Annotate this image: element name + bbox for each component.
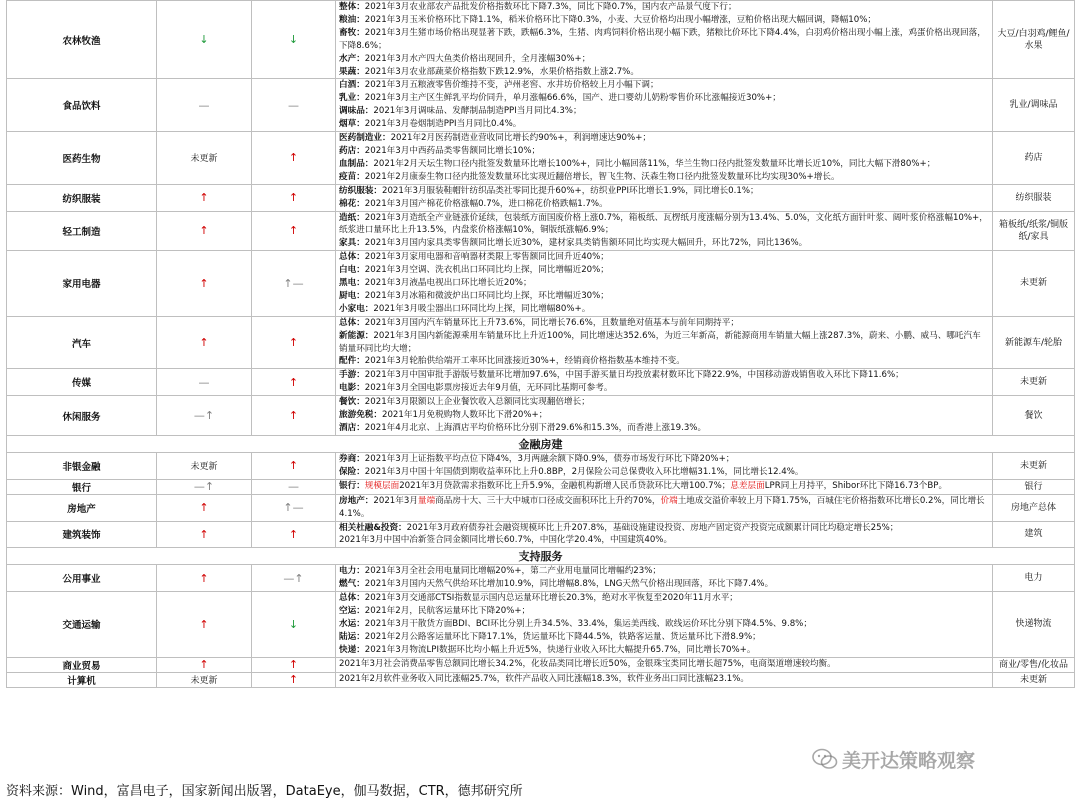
detail-text: 2021年2月公路客运量环比下降17.1%，货运量环比下降44.5%，铁路客运量、货运量环比下滑8.9%； — [364, 631, 761, 642]
detail-line — [339, 355, 989, 368]
detail-text: 2021年3月玉米价格环比下降1.1%，稻米价格环比下降0.3%，小麦、大豆价格均出现小幅增涨，豆粕价格出现大幅回调，降幅10%； — [364, 14, 876, 25]
detail-tag: 水运： — [339, 618, 365, 629]
detail-cell — [336, 251, 993, 317]
sector-row-yinhang — [7, 479, 1075, 494]
focus-target: 未更新 — [993, 369, 1075, 396]
detail-text: 2021年3月液晶电视出口环比增长近20%； — [364, 278, 532, 289]
sector-row-shangye — [7, 657, 1075, 672]
trend-indicator-1 — [157, 79, 252, 132]
detail-line — [339, 644, 989, 657]
sector-name: 商业贸易 — [7, 657, 157, 672]
detail-cell — [336, 521, 993, 548]
detail-line — [339, 480, 989, 493]
detail-tag: 保险： — [339, 466, 365, 477]
section-header-row — [7, 435, 1075, 452]
trend-arrow: — — [288, 480, 299, 494]
detail-cell — [336, 1, 993, 79]
detail-line — [339, 422, 989, 435]
detail-text: 2021年2月，民航客运量环比下降20%+； — [364, 606, 531, 617]
detail-line — [339, 534, 989, 547]
detail-text: 2021年3月全社会用电量同比增幅20%+，第二产业用电量同比增幅约23%； — [364, 566, 661, 577]
trend-indicator-2 — [252, 369, 336, 396]
trend-arrow: ↑ — [199, 191, 209, 205]
detail-tag: 券商： — [339, 453, 365, 464]
highlight-term: 价端 — [660, 495, 678, 506]
sector-row-jiadian — [7, 251, 1075, 317]
detail-line — [339, 592, 989, 605]
detail-text: 2021年3月限额以上企业餐饮收入总额同比实现翻倍增长； — [364, 397, 590, 408]
detail-line — [339, 145, 989, 158]
trend-arrow: — — [198, 98, 210, 112]
trend-indicator-1 — [157, 494, 252, 521]
detail-line — [339, 290, 989, 303]
detail-text: 2021年2月软件业务收入同比涨幅25.7%，软件产品收入同比涨幅18.3%，软件业务出口同比涨幅23.1%。 — [339, 674, 750, 685]
detail-cell — [336, 672, 993, 687]
sector-row-feiyin — [7, 452, 1075, 479]
trend-indicator-1 — [157, 657, 252, 672]
focus-target: 大豆/白羽鸡/鲤鱼/水果 — [993, 1, 1075, 79]
trend-indicator-2 — [252, 1, 336, 79]
detail-tag: 乳业： — [339, 93, 365, 104]
sector-name: 医药生物 — [7, 132, 157, 185]
detail-line — [339, 198, 989, 211]
focus-target: 新能源车/轮胎 — [993, 316, 1075, 369]
sector-row-fangzhi — [7, 184, 1075, 211]
detail-text: 2021年3月国内家具类零售额同比增长近30%，建材家具类销售额环同比均实现大幅回升，环比72%，同比136%。 — [364, 238, 808, 249]
detail-tag: 餐饮： — [339, 397, 365, 408]
detail-text: 2021年3月轮胎供给端开工率环比回涨接近30%+，经销商价格指数基本维持不变。 — [364, 356, 685, 367]
section-title: 金融房建 — [7, 435, 1075, 452]
detail-line — [339, 158, 989, 171]
trend-indicator-1 — [157, 316, 252, 369]
trend-indicator-2 — [252, 657, 336, 672]
detail-tag: 血制品： — [339, 158, 374, 169]
detail-text: 2021年3月吸尘器出口环同比均上探，同比增幅80%+。 — [373, 303, 591, 314]
detail-cell — [336, 79, 993, 132]
detail-tag: 陆运： — [339, 631, 365, 642]
focus-target: 箱板纸/纸浆/铜版纸/家具 — [993, 211, 1075, 251]
detail-cell — [336, 452, 993, 479]
detail-tag: 烟草： — [339, 119, 365, 130]
detail-text: 2021年3月中西药品类零售额同比增长10%； — [364, 145, 541, 156]
detail-line — [339, 303, 989, 316]
trend-indicator-2 — [252, 184, 336, 211]
detail-text: 2021年3月交通部CTSI指数显示国内总运量环比增长20.3%，绝对水平恢复至2020年11月水平； — [364, 593, 738, 604]
detail-cell — [336, 565, 993, 592]
trend-indicator-2 — [252, 251, 336, 317]
highlight-term: 规模层面 — [364, 481, 400, 492]
detail-text: 2021年2月天坛生物口径内批签发数量环比增长100%+，同比小幅回落11%，华兰生物口径内批签发数量环比增长近10%，同比大幅下滑80%+； — [373, 158, 936, 169]
section-header-row — [7, 548, 1075, 565]
focus-target: 未更新 — [993, 452, 1075, 479]
trend-arrow: 未更新 — [190, 154, 218, 165]
sector-name: 轻工制造 — [7, 211, 157, 251]
detail-text: 2021年3月政府债券社会融资规模环比上升207.8%，基础设施建设投资、房地产固定资产投资完成额累计同比均稳定增长25%； — [406, 522, 899, 533]
detail-tag: 纺织服装： — [339, 185, 382, 196]
sector-name: 汽车 — [7, 316, 157, 369]
trend-indicator-1 — [157, 521, 252, 548]
detail-line — [339, 264, 989, 277]
source-note: 资料来源：Wind，富昌电子，国家新闻出版署，DataEye，伽马数据，CTR，德邦研究所 — [6, 784, 523, 799]
detail-tag: 总体： — [339, 252, 365, 263]
detail-line — [339, 382, 989, 395]
detail-tag: 总体： — [339, 317, 365, 328]
trend-arrow: ↑ — [199, 276, 209, 290]
detail-text: 商品房十大、三十大中城市口径成交面积环比上升约70%， — [435, 495, 661, 506]
focus-target: 药店 — [993, 132, 1075, 185]
detail-tag: 医药制造业： — [339, 133, 391, 144]
trend-indicator-1 — [157, 369, 252, 396]
focus-target: 未更新 — [993, 672, 1075, 687]
detail-line — [339, 605, 989, 618]
trend-arrow: ↑ — [288, 224, 299, 238]
detail-text: 2021年3月农业部农产品批发价格指数环比下降7.3%，同比下降0.7%，国内农产品景气度下行； — [364, 2, 737, 12]
detail-text: 2021年2月康泰生物口径内批签发数量环比实现近翻倍增长，智飞生物、沃森生物口径内批签发数量环比均实现30%+增长。 — [364, 171, 840, 182]
detail-text: 2021年3月生猪市场价格出现显著下跌，跌幅6.3%，生猪、肉鸡饲料价格出现小幅下跌，猪粮比价环比下降4.4%，白羽鸡价格出现小幅上涨，鸡蛋价格出现回落，下降8.6%； — [339, 27, 986, 51]
sector-name: 交通运输 — [7, 592, 157, 658]
detail-tag: 厨电： — [339, 290, 365, 301]
detail-tag: 白酒： — [339, 80, 365, 91]
detail-text: 2021年3月主产区生鲜乳平均价同升，单月涨幅66.6%，国产、进口婴幼儿奶粉零售价环比涨幅接近30%+； — [364, 93, 781, 104]
detail-line — [339, 1, 989, 14]
detail-tag: 电力： — [339, 566, 365, 577]
detail-cell — [336, 369, 993, 396]
trend-indicator-1 — [157, 184, 252, 211]
sector-row-yiyao — [7, 132, 1075, 185]
focus-target: 商业/零售/化妆品 — [993, 657, 1075, 672]
sector-name: 建筑装饰 — [7, 521, 157, 548]
sector-name: 非银金融 — [7, 452, 157, 479]
detail-tag: 电影： — [339, 383, 365, 394]
focus-target: 未更新 — [993, 251, 1075, 317]
detail-line — [339, 185, 989, 198]
detail-text: 2021年3月干散货方面BDI、BCI环比分别上升34.5%、33.4%，集运美西线、欧线运价环比分别下降4.5%、9.8%； — [364, 618, 812, 629]
detail-line — [339, 237, 989, 250]
sector-row-qinggong — [7, 211, 1075, 251]
detail-text: 2021年3月全国电影票房接近去年9月值，无环同比基期可参考。 — [364, 383, 613, 394]
trend-indicator-1 — [157, 565, 252, 592]
trend-arrow: ↑ — [288, 375, 299, 389]
trend-indicator-2 — [252, 452, 336, 479]
trend-arrow: ↑ — [288, 459, 299, 473]
detail-line — [339, 658, 989, 671]
detail-cell — [336, 657, 993, 672]
highlight-term: 息差层面 — [730, 481, 765, 492]
detail-line — [339, 522, 989, 535]
sector-row-qiche — [7, 316, 1075, 369]
trend-indicator-2 — [252, 211, 336, 251]
trend-indicator-1 — [157, 251, 252, 317]
detail-line — [339, 618, 989, 631]
detail-text: 2021年3月社会消费品零售总额同比增长34.2%，化妆品类同比增长近50%，金银珠宝类同比增长超75%，电商渠道增速较均衡。 — [339, 659, 836, 670]
detail-text: 2021年3月家用电器和音响器材类限上零售额同比回升近40%； — [364, 252, 609, 263]
detail-tag: 畜牧： — [339, 27, 365, 38]
sector-row-shipin — [7, 79, 1075, 132]
detail-tag: 快递： — [339, 644, 365, 655]
detail-cell — [336, 211, 993, 251]
sector-row-xiuxian — [7, 396, 1075, 436]
sector-name: 休闲服务 — [7, 396, 157, 436]
detail-line — [339, 453, 989, 466]
detail-text: 2021年3月空调、洗衣机出口环同比均上探，同比增幅近20%； — [364, 265, 609, 276]
detail-line — [339, 495, 989, 521]
sector-name: 纺织服装 — [7, 184, 157, 211]
trend-arrow: ↑ — [199, 571, 209, 585]
detail-text: 2021年3月中国审批手游版号数量环比增加97.6%，中国手游买量日均投放素材数环比下降22.9%，中国移动游戏销售收入环比下降11.6%； — [364, 370, 904, 381]
trend-arrow: ↑ — [288, 336, 299, 350]
trend-arrow: —↑ — [193, 480, 215, 494]
trend-indicator-1 — [157, 1, 252, 79]
trend-arrow: ↑ — [288, 409, 299, 423]
sector-row-gongyong — [7, 565, 1075, 592]
trend-arrow: ↓ — [288, 33, 299, 47]
focus-target: 餐饮 — [993, 396, 1075, 436]
detail-line — [339, 277, 989, 290]
trend-indicator-2 — [252, 494, 336, 521]
detail-text: 2021年3月贷款需求指数环比上升5.9%，金融机构新增人民币贷款环比大增100.7%； — [399, 481, 731, 492]
detail-line — [339, 396, 989, 409]
detail-cell — [336, 396, 993, 436]
detail-line — [339, 212, 989, 238]
detail-cell — [336, 316, 993, 369]
watermark — [812, 744, 975, 774]
trend-indicator-2 — [252, 79, 336, 132]
focus-target: 纺织服装 — [993, 184, 1075, 211]
detail-cell — [336, 592, 993, 658]
trend-arrow: ↑— — [283, 276, 304, 290]
trend-indicator-2 — [252, 672, 336, 687]
detail-cell — [336, 494, 993, 521]
focus-target: 电力 — [993, 565, 1075, 592]
trend-arrow: —↑ — [193, 409, 215, 423]
trend-indicator-1 — [157, 211, 252, 251]
detail-cell — [336, 184, 993, 211]
watermark-text: 美开达策略观察 — [842, 749, 976, 772]
detail-text: 2021年3月国产棉花价格涨幅0.7%，进口棉花价格跌幅1.7%。 — [364, 198, 608, 209]
sector-row-jisuanji — [7, 672, 1075, 687]
detail-text: 2021年3月调味品、发酵制品制造PPI当月同比4.3%； — [373, 106, 582, 117]
detail-text: 2021年3月冰箱和微波炉出口环同比均上探，环比增幅近30%； — [364, 290, 609, 301]
trend-indicator-2 — [252, 316, 336, 369]
detail-text: 2021年3月国内新能源乘用车销量环比上升近100%，同比增速达352.6%，为近三年新高，新能源商用车销量大幅上涨287.3%，蔚来、小鹏、威马、哪吒汽车销量环同比均大增； — [339, 330, 981, 354]
detail-text: 2021年3月国内汽车销量环比上升73.6%，同比增长76.6%，且数量绝对值基本与前年同期持平； — [364, 317, 739, 328]
detail-tag: 棉花： — [339, 198, 365, 209]
trend-arrow: ↑— — [283, 501, 304, 515]
detail-text: 2021年3月卷烟制造PPI当月同比0.4%。 — [364, 119, 522, 130]
focus-target: 乳业/调味品 — [993, 79, 1075, 132]
detail-tag: 相关杜融&投资： — [339, 522, 407, 533]
detail-text: 2021年3月 — [373, 495, 418, 506]
trend-indicator-1 — [157, 479, 252, 494]
detail-tag: 酒店： — [339, 423, 365, 433]
detail-line — [339, 565, 989, 578]
trend-arrow: ↑ — [288, 673, 299, 687]
detail-text: 2021年3月上证指数平均点位下降4%，3月两融余额下降0.9%，债券市场发行环比下降20%+； — [364, 453, 735, 464]
detail-text: 2021年4月北京、上海酒店平均价格环比分别下滑29.6%和15.3%，而香港上涨19.3%。 — [364, 423, 707, 433]
trend-indicator-2 — [252, 396, 336, 436]
detail-tag: 小家电： — [339, 303, 374, 314]
detail-text: 2021年3月五粮液零售价维持不变，泸州老窖、水井坊价格较上月小幅下调； — [364, 80, 659, 91]
detail-line — [339, 118, 989, 131]
detail-text: 2021年3月中国十年国债到期收益率环比上升0.8BP，2月保险公司总保费收入环比增幅31.1%，同比增长12.4%。 — [364, 466, 804, 477]
detail-text: 2021年3月物流LPI数据环比均小幅上升近5%，快递行业收入环比大幅提升65.7%，同比增长70%+。 — [364, 644, 756, 655]
detail-text: 2021年3月服装鞋帽针纺织品类社零同比提升60%+，纺织业PPI环比增长1.9%，同比增长0.1%； — [381, 185, 759, 196]
focus-target: 银行 — [993, 479, 1075, 494]
trend-arrow: —↑ — [283, 571, 304, 585]
focus-target: 房地产总体 — [993, 494, 1075, 521]
sector-row-jianzhu — [7, 521, 1075, 548]
detail-cell — [336, 479, 993, 494]
detail-tag: 整体： — [339, 2, 365, 12]
sector-name: 公用事业 — [7, 565, 157, 592]
detail-tag: 总体： — [339, 593, 365, 604]
detail-line — [339, 317, 989, 330]
trend-arrow: ↑ — [288, 527, 299, 541]
trend-arrow: ↑ — [199, 658, 209, 672]
detail-tag: 旅游免税： — [339, 410, 382, 421]
detail-tag: 黑电： — [339, 278, 365, 289]
trend-arrow: ↑ — [288, 191, 299, 205]
trend-arrow: ↑ — [199, 527, 209, 541]
detail-line — [339, 409, 989, 422]
focus-target: 快递物流 — [993, 592, 1075, 658]
detail-tag: 药店： — [339, 145, 365, 156]
detail-text: 2021年3月农业部蔬菜价格指数下跌12.9%，水果价格指数上涨2.7%。 — [364, 66, 639, 77]
trend-indicator-2 — [252, 565, 336, 592]
highlight-term: 量端 — [417, 495, 436, 506]
trend-arrow: — — [198, 375, 210, 389]
detail-text: 2021年2月医药制造业营收同比增长约90%+，利润增速达90%+； — [390, 133, 651, 144]
trend-arrow: 未更新 — [190, 676, 218, 687]
sector-row-fangdichan — [7, 494, 1075, 521]
detail-tag: 调味品： — [339, 106, 374, 117]
trend-arrow: ↑ — [288, 151, 299, 165]
detail-tag: 果蔬： — [339, 66, 365, 77]
detail-tag: 粮油： — [339, 14, 365, 25]
trend-arrow: ↓ — [288, 617, 299, 631]
detail-line — [339, 92, 989, 105]
wechat-icon — [812, 748, 838, 770]
detail-line — [339, 578, 989, 591]
detail-tag: 配件： — [339, 356, 365, 367]
trend-arrow: ↑ — [199, 501, 209, 515]
sector-name: 房地产 — [7, 494, 157, 521]
trend-arrow: 未更新 — [190, 462, 218, 473]
trend-arrow: ↑ — [199, 617, 209, 631]
detail-tag: 房地产： — [339, 495, 374, 506]
detail-line — [339, 631, 989, 644]
detail-line — [339, 27, 989, 53]
detail-text: 2021年3月水产四大鱼类价格出现回升，全月涨幅30%+； — [364, 53, 591, 64]
detail-line — [339, 53, 989, 66]
trend-indicator-2 — [252, 521, 336, 548]
trend-arrow: ↑ — [199, 336, 209, 350]
sector-name: 食品饮料 — [7, 79, 157, 132]
detail-text: 2021年3月中国中冶新签合同金额同比增长60.7%，中国化学20.4%，中国建筑40%。 — [339, 535, 673, 546]
detail-tag: 手游： — [339, 370, 365, 381]
trend-indicator-2 — [252, 132, 336, 185]
trend-indicator-2 — [252, 479, 336, 494]
detail-tag: 水产： — [339, 53, 365, 64]
detail-line — [339, 369, 989, 382]
detail-line — [339, 132, 989, 145]
trend-indicator-1 — [157, 396, 252, 436]
detail-tag: 新能源： — [339, 330, 374, 341]
industry-tracking-table — [6, 0, 1075, 688]
sector-row-jiaotong — [7, 592, 1075, 658]
trend-arrow: — — [288, 98, 299, 112]
trend-indicator-1 — [157, 132, 252, 185]
detail-line — [339, 79, 989, 92]
detail-line — [339, 105, 989, 118]
detail-tag: 白电： — [339, 265, 365, 276]
sector-name: 农林牧渔 — [7, 1, 157, 79]
detail-text: LPR同上月持平，Shibor环比下降16.73个BP。 — [764, 481, 948, 492]
detail-line — [339, 673, 989, 686]
sector-name: 计算机 — [7, 672, 157, 687]
trend-indicator-1 — [157, 592, 252, 658]
sector-row-chuanmei — [7, 369, 1075, 396]
detail-text: 2021年3月造纸全产业链涨价延续，包装纸方面国废价格上涨0.7%，箱板纸、瓦楞纸月度涨幅分别为13.4%、5.0%，文化纸方面针叶浆、阔叶浆价格涨幅10%+，纸浆进口量环比上升13.5%，内盘浆价格涨幅10%，铜版纸涨幅6.9%； — [339, 212, 988, 236]
detail-cell — [336, 132, 993, 185]
trend-indicator-1 — [157, 452, 252, 479]
detail-line — [339, 330, 989, 356]
detail-tag: 家具： — [339, 238, 365, 249]
trend-indicator-2 — [252, 592, 336, 658]
detail-text: 2021年1月免税购物人数环比下滑20%+； — [381, 410, 548, 421]
detail-text: 2021年3月国内天然气供给环比增加10.9%，同比增幅8.8%，LNG天然气价格出现回落，环比下降7.4%。 — [364, 579, 774, 590]
sector-name: 传媒 — [7, 369, 157, 396]
trend-arrow: ↓ — [199, 33, 209, 47]
trend-arrow: ↑ — [288, 658, 299, 672]
sector-name: 银行 — [7, 479, 157, 494]
trend-arrow: ↑ — [199, 224, 209, 238]
sector-name: 家用电器 — [7, 251, 157, 317]
detail-tag: 疫苗： — [339, 171, 365, 182]
detail-text: 土地成交溢价率较上月下降1.75%，百城住宅价格指数环比增长0.2%，同比增长4.1%。 — [339, 495, 985, 519]
detail-line — [339, 251, 989, 264]
detail-tag: 造纸： — [339, 212, 365, 223]
detail-line — [339, 66, 989, 79]
detail-tag: 空运： — [339, 606, 365, 617]
detail-line — [339, 466, 989, 479]
detail-line — [339, 14, 989, 27]
focus-target: 建筑 — [993, 521, 1075, 548]
detail-tag: 燃气： — [339, 579, 365, 590]
sector-row-nonglin — [7, 1, 1075, 79]
trend-indicator-1 — [157, 672, 252, 687]
detail-tag: 银行： — [339, 481, 365, 492]
section-title: 支持服务 — [7, 548, 1075, 565]
detail-line — [339, 171, 989, 184]
